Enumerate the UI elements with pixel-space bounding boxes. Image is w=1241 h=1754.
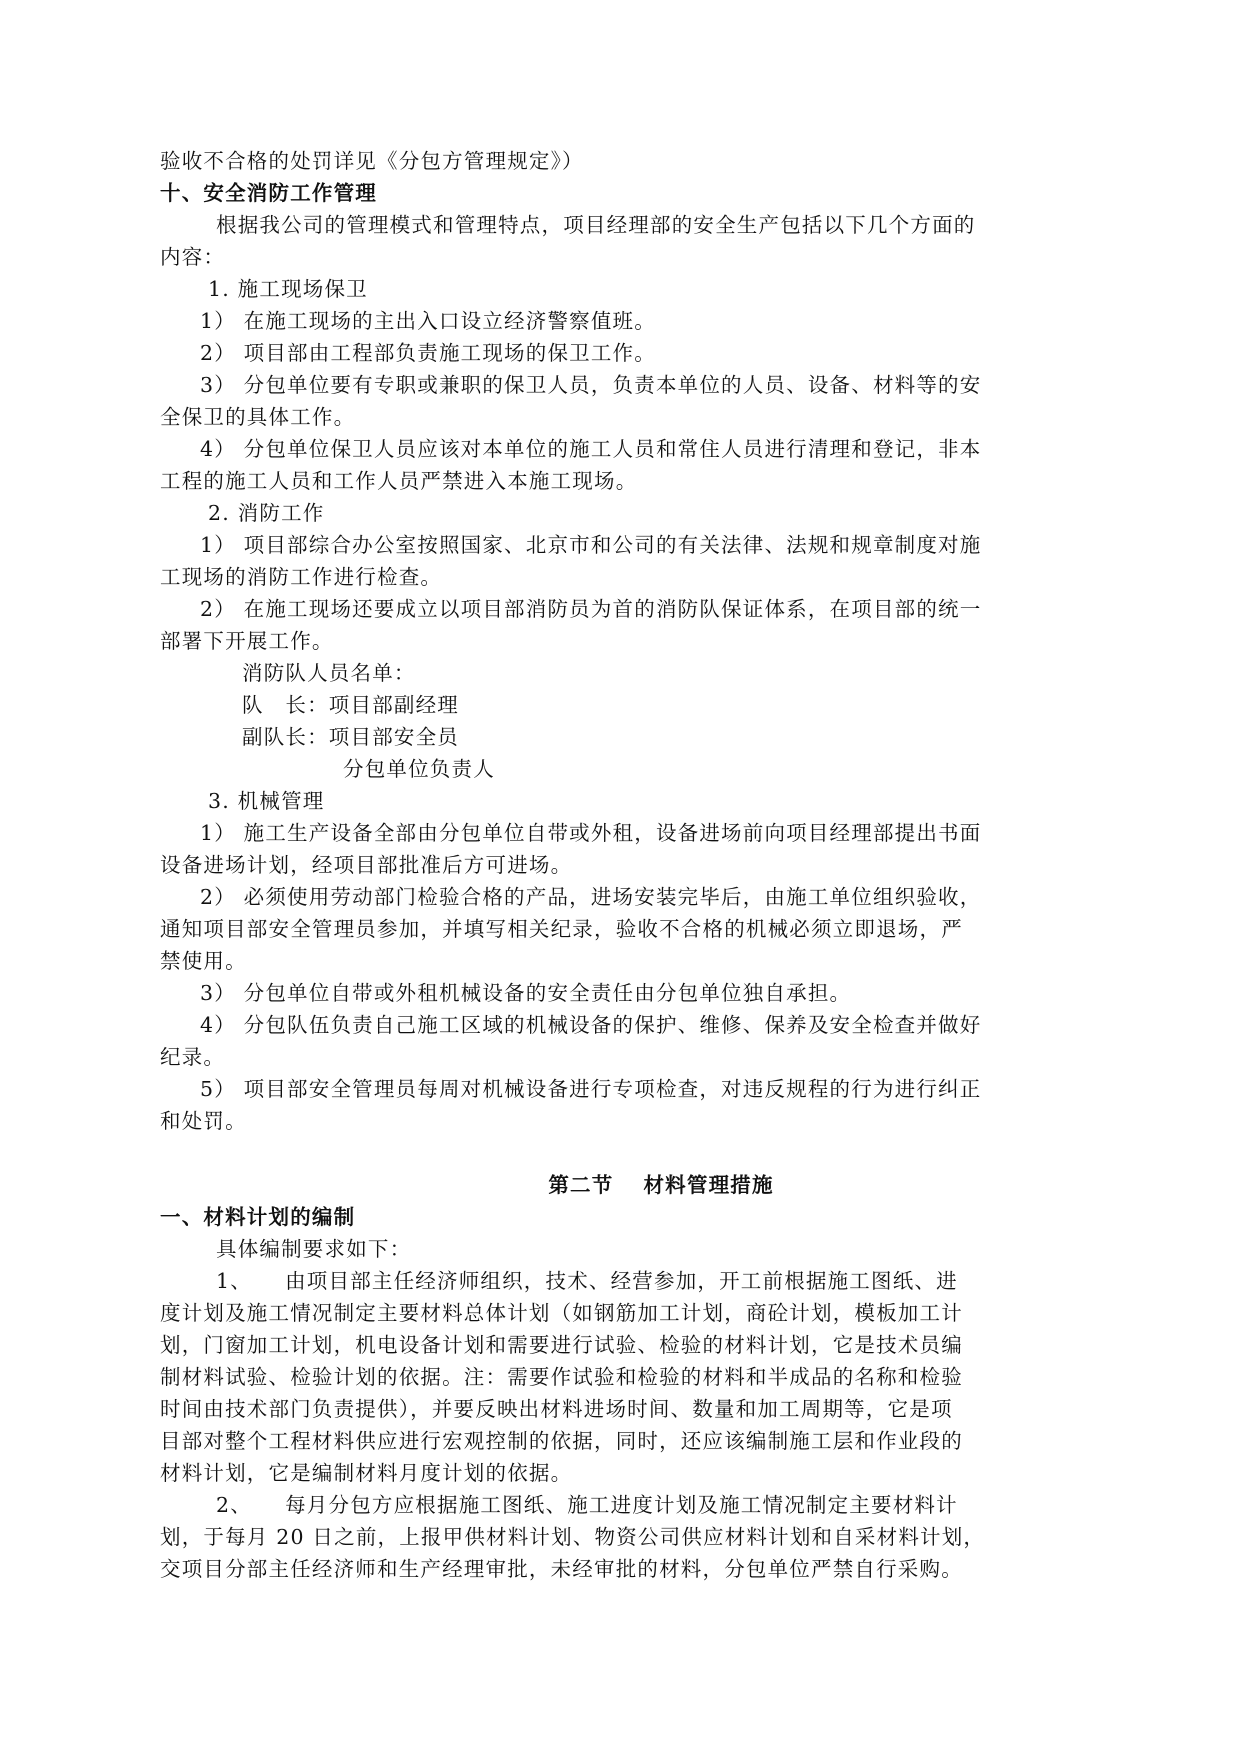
paragraph-line: 2、 每月分包方应根据施工图纸、施工进度计划及施工情况制定主要材料计 — [216, 1493, 958, 1517]
list-item-continuation: 通知项目部安全管理员参加，并填写相关纪录，验收不合格的机械必须立即退场，严 — [160, 917, 963, 941]
subheading-site-security: 1. 施工现场保卫 — [208, 277, 368, 301]
list-item: 3） 分包单位要有专职或兼职的保卫人员，负责本单位的人员、设备、材料等的安 — [200, 373, 982, 397]
list-item-continuation: 和处罚。 — [160, 1109, 247, 1133]
paragraph-line: 制材料试验、检验计划的依据。注：需要作试验和检验的材料和半成品的名称和检验 — [160, 1365, 963, 1389]
section-heading-safety-fire: 十、安全消防工作管理 — [160, 181, 377, 205]
list-item-continuation: 工现场的消防工作进行检查。 — [160, 565, 443, 589]
subheading-machinery: 3. 机械管理 — [208, 789, 325, 813]
list-item: 5） 项目部安全管理员每周对机械设备进行专项检查，对违反规程的行为进行纠正 — [200, 1077, 982, 1101]
list-item-continuation: 部署下开展工作。 — [160, 629, 334, 653]
list-item-continuation: 纪录。 — [160, 1045, 226, 1069]
list-item: 3） 分包单位自带或外租机械设备的安全责任由分包单位独自承担。 — [200, 981, 852, 1005]
list-item: 2） 在施工现场还要成立以项目部消防员为首的消防队保证体系，在项目部的统一 — [200, 597, 982, 621]
spacer — [160, 1137, 1082, 1169]
list-item-continuation: 全保卫的具体工作。 — [160, 405, 356, 429]
roster-entry: 分包单位负责人 — [343, 757, 495, 781]
paragraph-line: 时间由技术部门负责提供），并要反映出材料进场时间、数量和加工周期等，它是项 — [160, 1397, 953, 1421]
section-heading-material-plan: 一、材料计划的编制 — [160, 1205, 356, 1229]
roster-entry: 队 长：项目部副经理 — [242, 693, 459, 717]
paragraph-line: 根据我公司的管理模式和管理特点，项目经理部的安全生产包括以下几个方面的 — [216, 213, 976, 237]
paragraph-line: 具体编制要求如下： — [216, 1237, 412, 1261]
paragraph-line: 1、 由项目部主任经济师组织，技术、经营参加，开工前根据施工图纸、进 — [216, 1269, 958, 1293]
paragraph-line: 度计划及施工情况制定主要材料总体计划（如钢筋加工计划，商砼计划，模板加工计 — [160, 1301, 963, 1325]
list-item: 2） 项目部由工程部负责施工现场的保卫工作。 — [200, 341, 656, 365]
paragraph-line: 划，于每月 20 日之前，上报甲供材料计划、物资公司供应材料计划和自采材料计划， — [160, 1525, 986, 1549]
roster-title: 消防队人员名单： — [242, 661, 416, 685]
text-line: 验收不合格的处罚详见《分包方管理规定》） — [160, 149, 584, 173]
paragraph-line: 材料计划，它是编制材料月度计划的依据。 — [160, 1461, 573, 1485]
paragraph-line: 目部对整个工程材料供应进行宏观控制的依据，同时，还应该编制施工层和作业段的 — [160, 1429, 963, 1453]
list-item: 4） 分包队伍负责自己施工区域的机械设备的保护、维修、保养及安全检查并做好 — [200, 1013, 982, 1037]
list-item-continuation: 设备进场计划，经项目部批准后方可进场。 — [160, 853, 573, 877]
list-item: 1） 项目部综合办公室按照国家、北京市和公司的有关法律、法规和规章制度对施 — [200, 533, 982, 557]
list-item: 4） 分包单位保卫人员应该对本单位的施工人员和常住人员进行清理和登记，非本 — [200, 437, 982, 461]
paragraph-line: 划，门窗加工计划，机电设备计划和需要进行试验、检验的材料计划，它是技术员编 — [160, 1333, 963, 1357]
list-item-continuation: 工程的施工人员和工作人员严禁进入本施工现场。 — [160, 469, 638, 493]
roster-entry: 副队长：项目部安全员 — [242, 725, 459, 749]
subheading-fire-work: 2. 消防工作 — [208, 501, 325, 525]
list-item: 1） 在施工现场的主出入口设立经济警察值班。 — [200, 309, 656, 333]
paragraph-line: 内容： — [160, 245, 226, 269]
section-title-materials: 第二节 材料管理措施 — [548, 1173, 774, 1197]
list-item-continuation: 禁使用。 — [160, 949, 247, 973]
document-body — [160, 145, 1082, 1585]
paragraph-line: 交项目分部主任经济师和生产经理审批，未经审批的材料，分包单位严禁自行采购。 — [160, 1557, 963, 1581]
list-item: 2） 必须使用劳动部门检验合格的产品，进场安装完毕后，由施工单位组织验收， — [200, 885, 982, 909]
list-item: 1） 施工生产设备全部由分包单位自带或外租，设备进场前向项目经理部提出书面 — [200, 821, 982, 845]
